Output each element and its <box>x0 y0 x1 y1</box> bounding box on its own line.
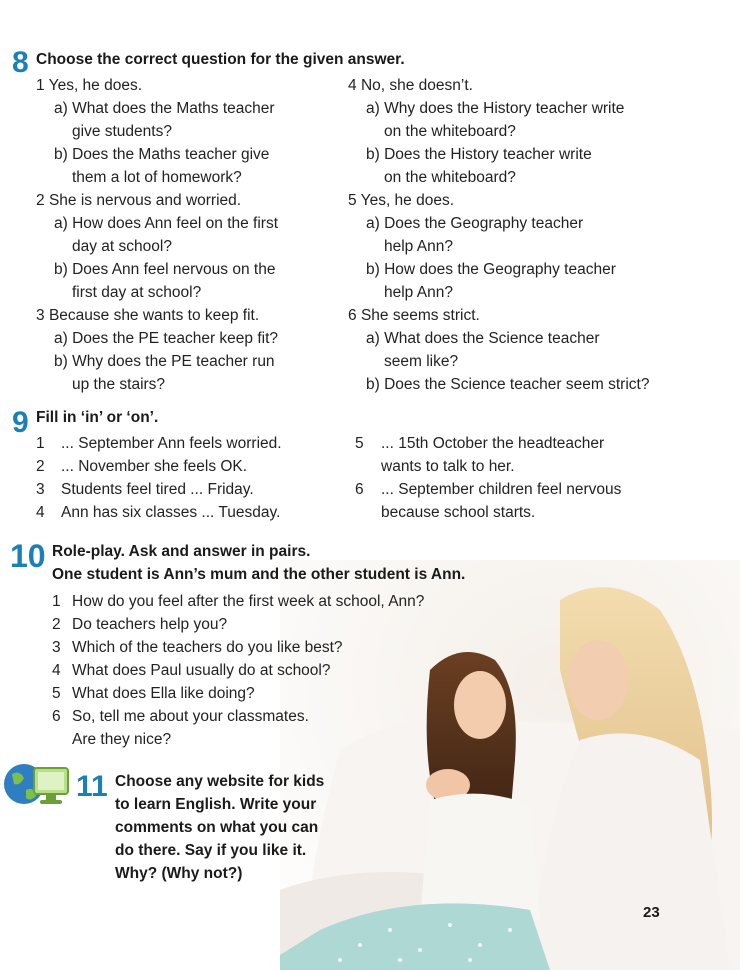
exercise-8-left-column <box>36 74 336 396</box>
exercise-9-item-1: 1 ... September Ann feels worried. <box>36 435 282 452</box>
exercise-8-item-1-option-a-cont: give students? <box>72 123 172 140</box>
exercise-11-line-2: to learn English. Write your <box>115 796 317 813</box>
exercise-9-left-column <box>36 432 336 524</box>
exercise-10-item-5: 5 What does Ella like doing? <box>52 685 255 702</box>
exercise-8-item-2: 2 She is nervous and worried. <box>36 192 242 209</box>
exercise-11-text <box>115 770 324 885</box>
exercise-8-item-1: 1 Yes, he does. <box>36 77 143 94</box>
exercise-10-item-6: 6 So, tell me about your classmates. <box>52 708 309 725</box>
exercise-8-item-4-option-a-cont: on the whiteboard? <box>384 123 516 140</box>
exercise-11-line-1: Choose any website for kids <box>115 773 325 790</box>
exercise-9-item-5: 5 ... 15th October the headteacher <box>355 435 605 452</box>
exercise-8-item-6: 6 She seems strict. <box>348 307 480 324</box>
exercise-9-title: Fill in ‘in’ or ‘on’. <box>36 409 159 426</box>
exercise-8-item-3-option-b: b) Why does the PE teacher run <box>54 353 275 370</box>
exercise-8-item-1-option-b-cont: them a lot of homework? <box>72 169 242 186</box>
exercise-8-item-3-option-b-cont: up the stairs? <box>72 376 166 393</box>
page-number: 23 <box>643 904 660 921</box>
exercise-9-number: 9 <box>12 406 29 439</box>
exercise-11-line-4: do there. Say if you like it. <box>115 842 307 859</box>
exercise-8-item-2-option-b: b) Does Ann feel nervous on the <box>54 261 276 278</box>
exercise-10-item-3: 3 Which of the teachers do you like best? <box>52 639 343 656</box>
exercise-8-item-5-option-b: b) How does the Geography teacher <box>366 261 616 278</box>
exercise-8-item-6-option-a-cont: seem like? <box>384 353 459 370</box>
exercise-8-item-2-option-a-cont: day at school? <box>72 238 172 255</box>
exercise-8-item-4-option-b: b) Does the History teacher write <box>366 146 592 163</box>
exercise-9-item-3: 3 Students feel tired ... Friday. <box>36 481 254 498</box>
exercise-8-item-2-option-b-cont: first day at school? <box>72 284 202 301</box>
exercise-10-list <box>52 590 472 751</box>
exercise-8-number: 8 <box>12 46 29 79</box>
exercise-8-item-1-option-a: a) What does the Maths teacher <box>54 100 275 117</box>
exercise-8-item-5: 5 Yes, he does. <box>348 192 455 209</box>
globe-computer-icon <box>2 760 74 812</box>
exercise-11-line-5: Why? (Why not?) <box>115 865 243 882</box>
exercise-8-right-column <box>348 74 738 396</box>
exercise-8-item-3: 3 Because she wants to keep fit. <box>36 307 260 324</box>
exercise-8-title: Choose the correct question for the given answer. <box>36 51 405 68</box>
exercise-8-item-5-option-a-cont: help Ann? <box>384 238 453 255</box>
exercise-9-item-6: 6 ... September children feel nervous <box>355 481 622 498</box>
exercise-9-right-column <box>355 432 735 524</box>
exercise-10-item-4: 4 What does Paul usually do at school? <box>52 662 331 679</box>
exercise-10-title-line-2: One student is Ann’s mum and the other student is Ann. <box>52 566 466 583</box>
exercise-8-item-4-option-b-cont: on the whiteboard? <box>384 169 516 186</box>
exercise-8-item-5-option-b-cont: help Ann? <box>384 284 453 301</box>
exercise-10-title-line-1: Role-play. Ask and answer in pairs. <box>52 543 311 560</box>
exercise-8-item-2-option-a: a) How does Ann feel on the first <box>54 215 279 232</box>
exercise-9-item-4: 4 Ann has six classes ... Tuesday. <box>36 504 281 521</box>
exercise-8-item-1-option-b: b) Does the Maths teacher give <box>54 146 270 163</box>
exercise-8-item-6-option-b: b) Does the Science teacher seem strict? <box>366 376 650 393</box>
exercise-10-item-1: 1 How do you feel after the first week at school, Ann? <box>52 593 425 610</box>
exercise-9-item-6-cont: because school starts. <box>381 504 536 521</box>
exercise-10-item-6-cont: Are they nice? <box>72 731 172 748</box>
exercise-10-item-2: 2 Do teachers help you? <box>52 616 228 633</box>
exercise-8-item-4-option-a: a) Why does the History teacher write <box>366 100 625 117</box>
exercise-10-number: 10 <box>10 538 46 574</box>
exercise-11-number: 11 <box>76 770 108 803</box>
exercise-8-item-3-option-a: a) Does the PE teacher keep fit? <box>54 330 279 347</box>
exercise-9-item-5-cont: wants to talk to her. <box>381 458 515 475</box>
exercise-9-item-2: 2 ... November she feels OK. <box>36 458 248 475</box>
exercise-11-line-3: comments on what you can <box>115 819 319 836</box>
exercise-8-item-6-option-a: a) What does the Science teacher <box>366 330 600 347</box>
exercise-8-item-5-option-a: a) Does the Geography teacher <box>366 215 584 232</box>
exercise-8-item-4: 4 No, she doesn’t. <box>348 77 473 94</box>
